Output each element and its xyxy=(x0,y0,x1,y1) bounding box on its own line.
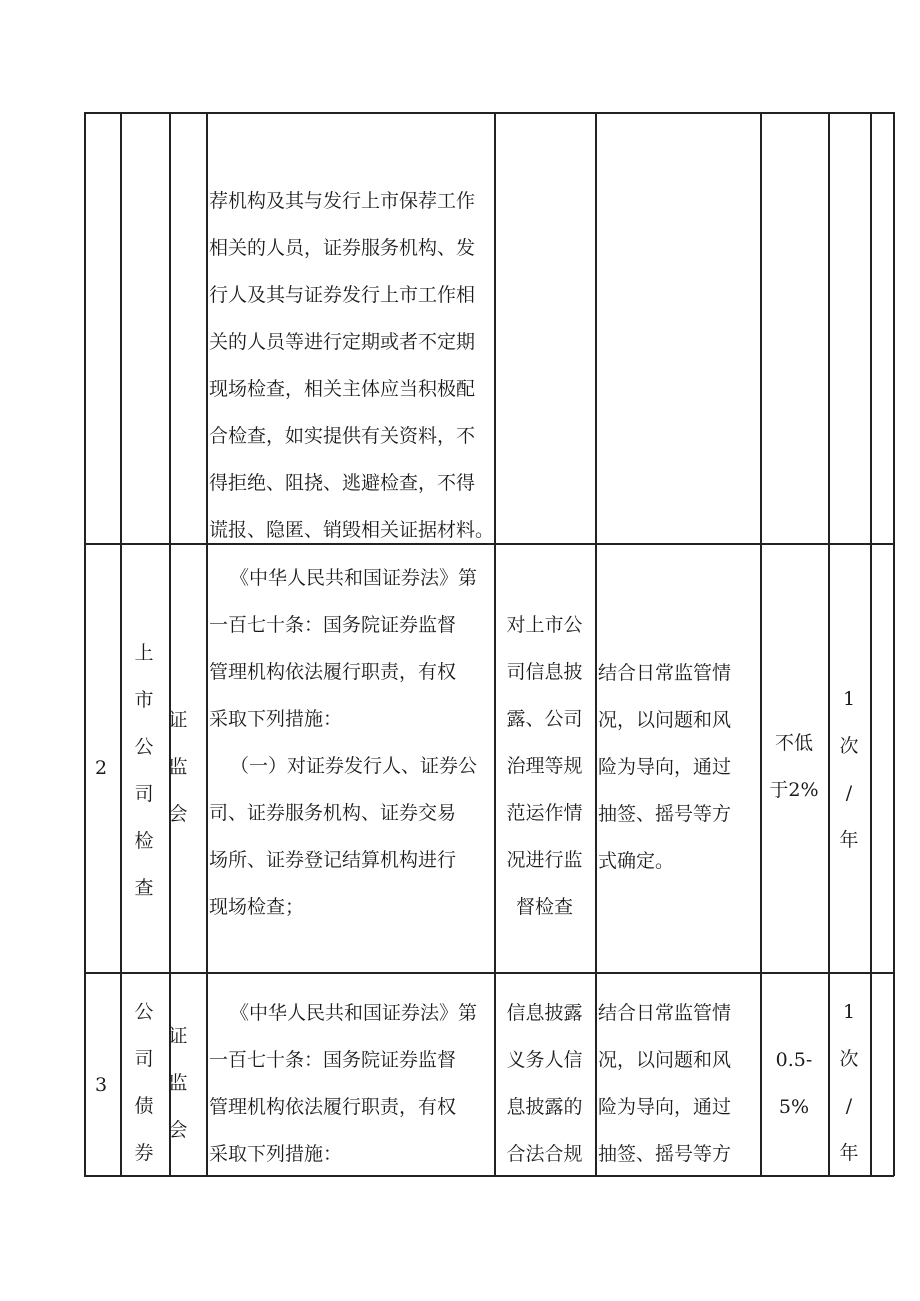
method-line: 结合日常监管情 xyxy=(598,662,732,684)
item-char: 债 xyxy=(134,1095,154,1117)
frequency-char: 1 xyxy=(842,688,856,710)
method-line: 式确定。 xyxy=(598,850,675,872)
ratio-line: 5% xyxy=(778,1096,810,1118)
column-divider xyxy=(84,112,86,1176)
item-char: 上 xyxy=(134,642,154,664)
basis-line: 现场检查； xyxy=(209,896,305,918)
basis-line: 现场检查，相关主体应当积极配 xyxy=(209,378,476,400)
frequency-char: 年 xyxy=(839,1142,859,1164)
frequency-char: / xyxy=(845,1095,853,1117)
content-line: 露、公司 xyxy=(506,708,583,730)
frequency-char: 次 xyxy=(839,735,859,757)
agency-char: 会 xyxy=(168,803,188,825)
content-line: 义务人信 xyxy=(506,1049,583,1071)
content-line: 合法合规 xyxy=(506,1143,583,1165)
column-divider xyxy=(870,112,872,1176)
basis-line: （一）对证券发行人、证券公 xyxy=(230,755,478,777)
ratio-line: 于2% xyxy=(769,779,819,801)
basis-line: 司、证券服务机构、证券交易 xyxy=(209,802,457,824)
item-char: 公 xyxy=(134,1001,154,1023)
basis-line: 相关的人员，证券服务机构、发 xyxy=(209,237,476,259)
ratio-line: 0.5- xyxy=(775,1049,813,1071)
item-char: 检 xyxy=(134,830,154,852)
item-char: 券 xyxy=(134,1142,154,1164)
column-divider xyxy=(828,112,830,1176)
column-divider xyxy=(893,112,895,1176)
basis-line: 管理机构依法履行职责，有权 xyxy=(209,661,457,683)
method-line: 抽签、摇号等方 xyxy=(598,803,732,825)
row-number: 2 xyxy=(95,757,108,779)
frequency-char: 1 xyxy=(842,1001,856,1023)
column-divider xyxy=(760,112,762,1176)
basis-line: 采取下列措施： xyxy=(209,1143,343,1165)
content-line: 对上市公 xyxy=(506,614,583,636)
item-char: 公 xyxy=(134,736,154,758)
content-line: 范运作情 xyxy=(506,802,583,824)
basis-line: 合检查，如实提供有关资料，不 xyxy=(209,425,476,447)
item-char: 司 xyxy=(134,783,154,805)
content-line: 况进行监 xyxy=(506,849,583,871)
basis-line: 管理机构依法履行职责，有权 xyxy=(209,1096,457,1118)
frequency-char: / xyxy=(845,782,853,804)
basis-line: 荐机构及其与发行上市保荐工作 xyxy=(209,190,476,212)
content-line: 司信息披 xyxy=(506,661,583,683)
content-line: 治理等规 xyxy=(506,755,583,777)
column-divider xyxy=(120,112,122,1176)
basis-line: 场所、证券登记结算机构进行 xyxy=(209,849,457,871)
method-line: 结合日常监管情 xyxy=(598,1002,732,1024)
agency-char: 证 xyxy=(168,1025,188,1047)
method-line: 况，以问题和风 xyxy=(598,1049,732,1071)
frequency-char: 年 xyxy=(839,829,859,851)
method-line: 抽签、摇号等方 xyxy=(598,1143,732,1165)
basis-line: 一百七十条：国务院证券监督 xyxy=(209,614,457,636)
column-divider xyxy=(206,112,208,1176)
basis-line: 采取下列措施： xyxy=(209,708,343,730)
ratio-line: 不低 xyxy=(774,732,813,754)
basis-line: 《中华人民共和国证券法》第 xyxy=(230,567,478,589)
item-char: 市 xyxy=(134,689,154,711)
agency-char: 会 xyxy=(168,1119,188,1141)
basis-line: 关的人员等进行定期或者不定期 xyxy=(209,331,476,353)
column-divider xyxy=(595,112,597,1176)
agency-char: 监 xyxy=(168,1072,188,1094)
agency-char: 证 xyxy=(168,709,188,731)
method-line: 况，以问题和风 xyxy=(598,709,732,731)
frequency-char: 次 xyxy=(839,1048,859,1070)
row-number: 3 xyxy=(95,1074,108,1096)
item-char: 司 xyxy=(134,1048,154,1070)
content-line: 息披露的 xyxy=(506,1096,583,1118)
method-line: 险为导向，通过 xyxy=(598,1096,732,1118)
method-line: 险为导向，通过 xyxy=(598,756,732,778)
item-char: 查 xyxy=(134,877,154,899)
basis-line: 《中华人民共和国证券法》第 xyxy=(230,1002,478,1024)
content-line: 督检查 xyxy=(515,896,573,918)
basis-line: 行人及其与证券发行上市工作相 xyxy=(209,284,476,306)
basis-line: 谎报、隐匿、销毁相关证据材料。 xyxy=(209,519,495,541)
agency-char: 监 xyxy=(168,756,188,778)
basis-line: 得拒绝、阻挠、逃避检查，不得 xyxy=(209,472,476,494)
content-line: 信息披露 xyxy=(506,1002,583,1024)
basis-line: 一百七十条：国务院证券监督 xyxy=(209,1049,457,1071)
